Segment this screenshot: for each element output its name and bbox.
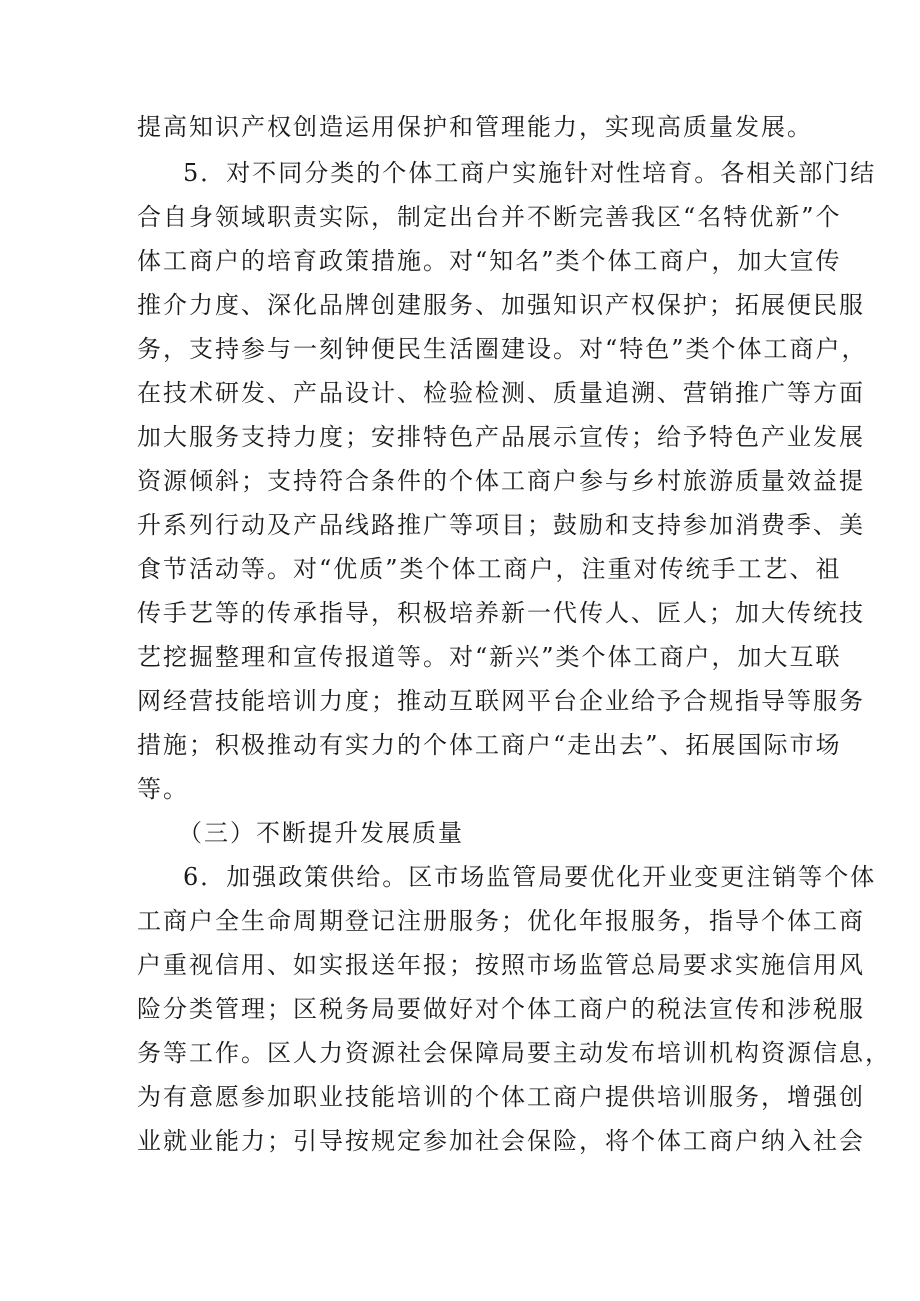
paragraph-line: 5．对不同分类的个体工商户实施针对性培育。各相关部门结 bbox=[183, 159, 877, 187]
paragraph-line: 提高知识产权创造运用保护和管理能力，实现高质量发展。 bbox=[137, 113, 813, 141]
paragraph-line: 在技术研发、产品设计、检验检测、质量追溯、营销推广等方面 bbox=[137, 379, 865, 407]
paragraph-line: 务，支持参与一刻钟便民生活圈建设。对“特色”类个体工商户， bbox=[137, 335, 868, 363]
paragraph-line: 务等工作。区人力资源社会保障局要主动发布培训机构资源信息， bbox=[137, 1039, 891, 1067]
paragraph-line: 升系列行动及产品线路推广等项目；鼓励和支持参加消费季、美 bbox=[137, 511, 865, 539]
paragraph-line: 6．加强政策供给。区市场监管局要优化开业变更注销等个体 bbox=[183, 863, 877, 891]
paragraph-line: 网经营技能培训力度；推动互联网平台企业给予合规指导等服务 bbox=[137, 687, 865, 715]
paragraph-line: 传手艺等的传承指导，积极培养新一代传人、匠人；加大传统技 bbox=[137, 599, 865, 627]
paragraph-line: 加大服务支持力度；安排特色产品展示宣传；给予特色产业发展 bbox=[137, 423, 865, 451]
paragraph-line: 体工商户的培育政策措施。对“知名”类个体工商户，加大宣传 bbox=[137, 247, 842, 275]
paragraph-line: 工商户全生命周期登记注册服务；优化年报服务，指导个体工商 bbox=[137, 907, 865, 935]
paragraph-line: 资源倾斜；支持符合条件的个体工商户参与乡村旅游质量效益提 bbox=[137, 467, 865, 495]
section-heading: （三）不断提升发展质量 bbox=[178, 819, 464, 847]
paragraph-line: 艺挖掘整理和宣传报道等。对“新兴”类个体工商户，加大互联 bbox=[137, 643, 842, 671]
paragraph-line: 户重视信用、如实报送年报；按照市场监管总局要求实施信用风 bbox=[137, 951, 865, 979]
paragraph-line: 合自身领域职责实际，制定出台并不断完善我区“名特优新”个 bbox=[137, 203, 842, 231]
paragraph-line: 为有意愿参加职业技能培训的个体工商户提供培训服务，增强创 bbox=[137, 1083, 865, 1111]
paragraph-line: 推介力度、深化品牌创建服务、加强知识产权保护；拓展便民服 bbox=[137, 291, 865, 319]
paragraph-line: 等。 bbox=[137, 775, 189, 803]
paragraph-line: 险分类管理；区税务局要做好对个体工商户的税法宣传和涉税服 bbox=[137, 995, 865, 1023]
paragraph-line: 措施；积极推动有实力的个体工商户“走出去”、拓展国际市场 bbox=[137, 731, 842, 759]
paragraph-line: 业就业能力；引导按规定参加社会保险，将个体工商户纳入社会 bbox=[137, 1127, 865, 1155]
paragraph-line: 食节活动等。对“优质”类个体工商户，注重对传统手工艺、祖 bbox=[137, 555, 842, 583]
